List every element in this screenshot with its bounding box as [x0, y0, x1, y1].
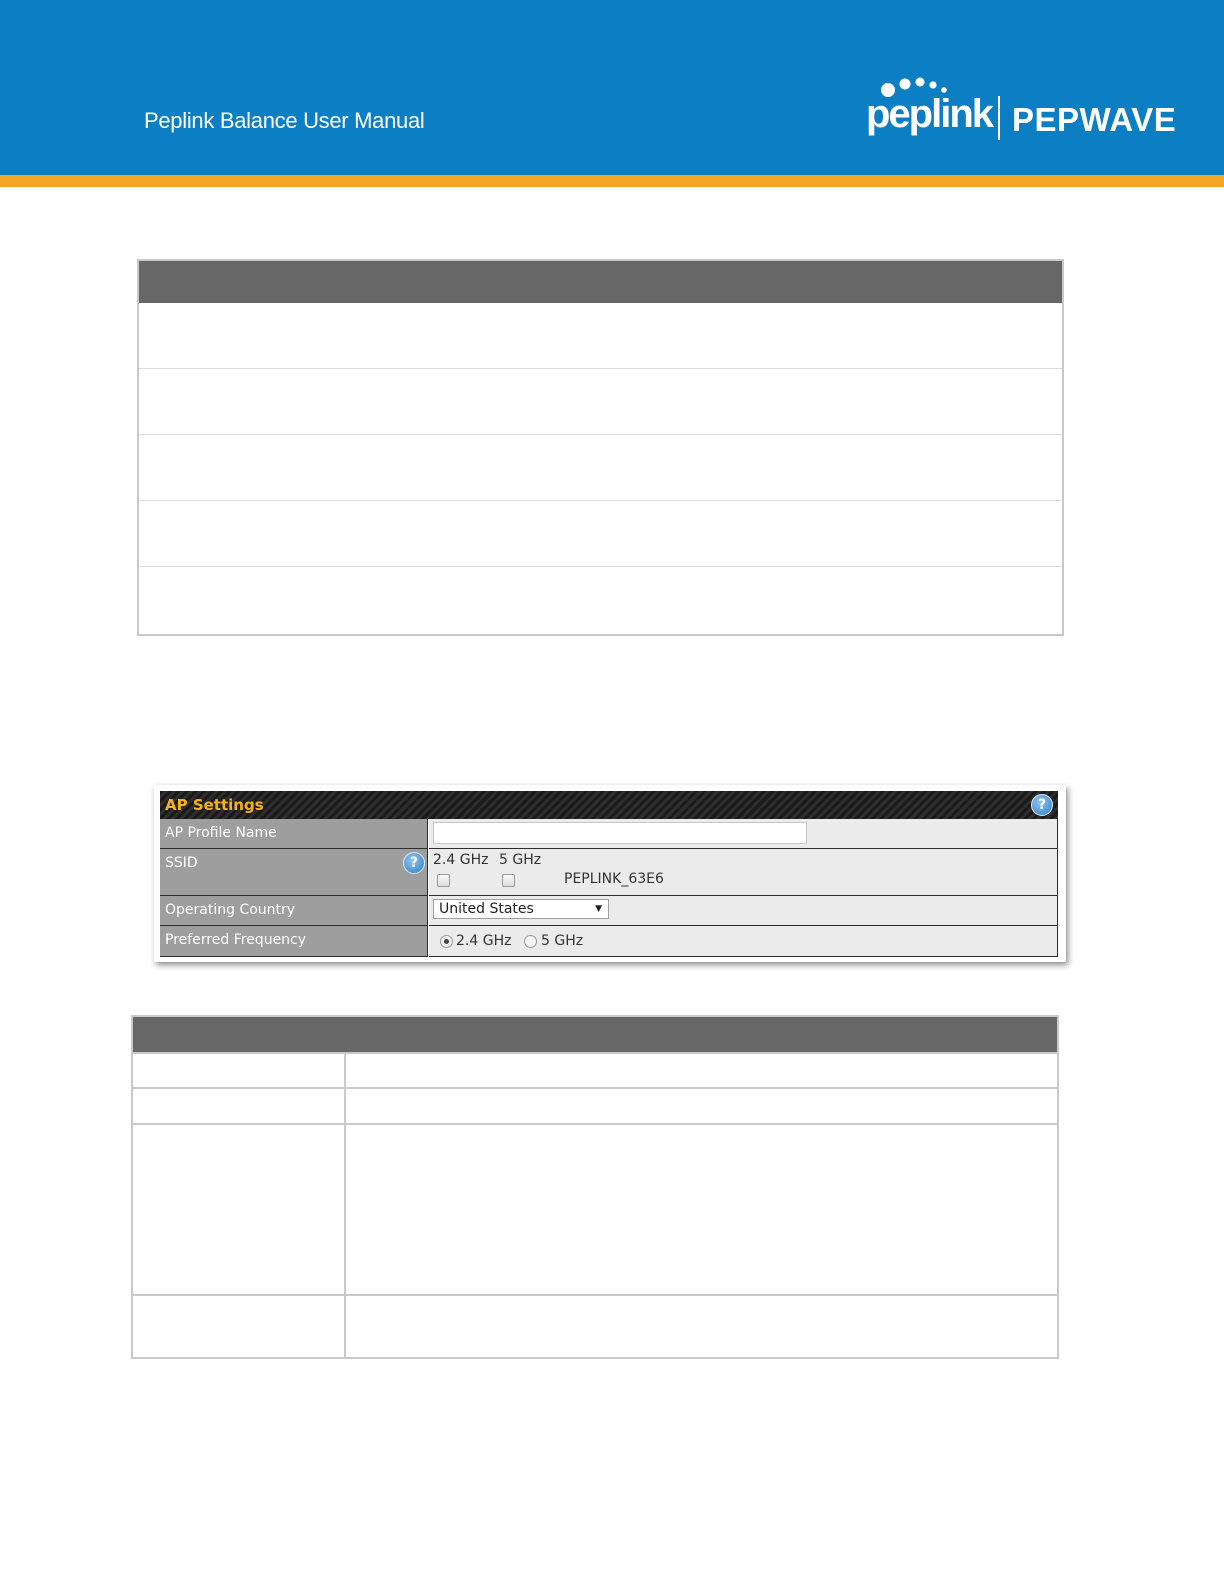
- panel-title-bar: [160, 791, 1058, 819]
- ssid-cell: [429, 849, 1058, 896]
- info-table-2: [131, 1015, 1059, 1359]
- header-stripe: [0, 175, 1224, 187]
- ap-profile-name-cell: [429, 819, 1058, 849]
- ssid-24-checkbox[interactable]: [437, 874, 450, 887]
- table-row: [133, 1294, 1057, 1357]
- preferred-frequency-cell: [429, 926, 1058, 957]
- help-icon[interactable]: ?: [1031, 794, 1053, 816]
- row-ssid: [160, 849, 1058, 896]
- frequency-5-radio[interactable]: [524, 935, 537, 948]
- info-table-1: [137, 259, 1064, 636]
- ap-profile-name-input[interactable]: [433, 822, 807, 844]
- logo-brand: PEPWAVE: [1012, 101, 1177, 138]
- table-row: [133, 1052, 1057, 1089]
- peplink-pepwave-logo: [866, 74, 1186, 144]
- row-ap-profile-name: [160, 819, 1058, 849]
- ssid-label: SSID: [165, 855, 198, 871]
- table-row: [139, 369, 1062, 435]
- table-cell: [133, 1125, 346, 1295]
- preferred-frequency-label: Preferred Frequency: [160, 926, 428, 957]
- logo-wordmark: peplink: [866, 92, 993, 136]
- frequency-24-radio[interactable]: [440, 935, 453, 948]
- frequency-24-label: 2.4 GHz: [456, 933, 512, 949]
- table-cell: [133, 1054, 346, 1089]
- table-row: [139, 435, 1062, 501]
- table-row: [139, 567, 1062, 633]
- table-row: [139, 303, 1062, 369]
- ssid-label-cell: [160, 849, 428, 896]
- ssid-5-checkbox[interactable]: [502, 874, 515, 887]
- manual-title: Peplink Balance User Manual: [144, 108, 425, 133]
- row-operating-country: [160, 896, 1058, 926]
- ssid-network-name: PEPLINK_63E6: [564, 871, 664, 887]
- operating-country-select[interactable]: [433, 899, 609, 919]
- table-cell: [133, 1089, 346, 1124]
- ssid-help-icon[interactable]: ?: [403, 852, 425, 874]
- ssid-col-5: 5 GHz: [499, 852, 542, 868]
- table-row: [133, 1123, 1057, 1295]
- ap-settings-panel: [160, 791, 1058, 957]
- table-cell: [133, 1296, 346, 1357]
- table-header: [133, 1017, 1057, 1053]
- table-row: [139, 501, 1062, 567]
- logo-divider: [998, 96, 1000, 140]
- table-row: [133, 1087, 1057, 1124]
- operating-country-cell: [429, 896, 1058, 926]
- dropdown-arrow-icon: ▼: [595, 904, 602, 914]
- header-banner: [0, 0, 1224, 175]
- panel-title: AP Settings: [165, 796, 264, 814]
- operating-country-label: Operating Country: [160, 896, 428, 926]
- frequency-5-label: 5 GHz: [541, 933, 584, 949]
- operating-country-value: United States: [439, 901, 534, 917]
- table-header: [139, 261, 1062, 303]
- row-preferred-frequency: [160, 926, 1058, 957]
- ap-profile-name-label: AP Profile Name: [160, 819, 428, 849]
- ssid-col-24: 2.4 GHz: [433, 852, 489, 868]
